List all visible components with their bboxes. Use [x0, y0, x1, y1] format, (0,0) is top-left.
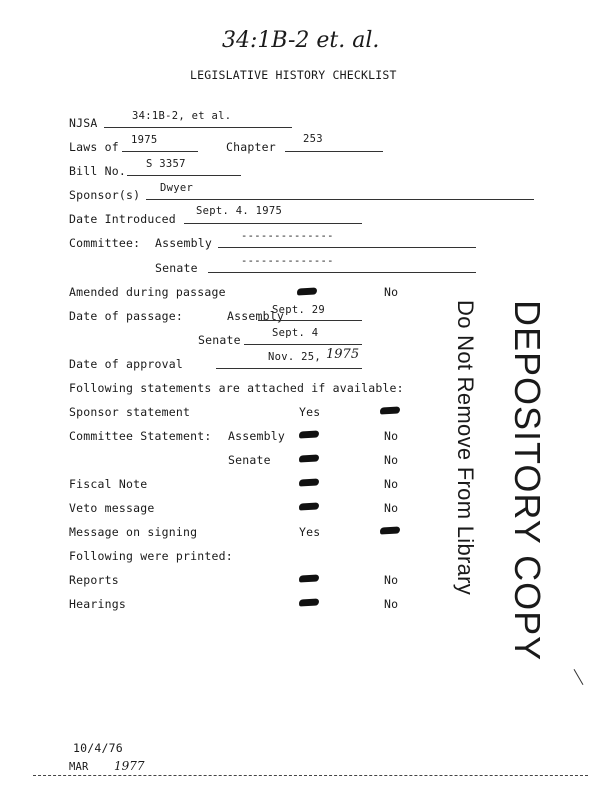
- reports-no: No: [384, 573, 399, 587]
- committee-assembly-value: --------------: [241, 230, 334, 242]
- veto-label: Veto message: [69, 501, 155, 515]
- redaction-mark: [299, 454, 319, 462]
- redaction-mark: [380, 526, 400, 534]
- committee-statement-senate-no: No: [384, 453, 399, 467]
- passage-senate-underline: [244, 344, 362, 345]
- bill-value: S 3357: [146, 158, 186, 170]
- statements-heading: Following statements are attached if available:: [69, 381, 404, 395]
- date-passage-label: Date of passage:: [69, 309, 183, 323]
- fiscal-note-label: Fiscal Note: [69, 477, 148, 491]
- committee-statement-assembly-label: Assembly: [228, 429, 285, 443]
- chapter-label: Chapter: [226, 140, 276, 154]
- committee-statement-senate-label: Senate: [228, 453, 271, 467]
- approval-value: Nov. 25,: [268, 351, 321, 363]
- stamp-line-1: DEPOSITORY COPY: [507, 300, 548, 662]
- signing-label: Message on signing: [69, 525, 198, 539]
- committee-senate-label: Senate: [155, 261, 198, 275]
- stamp-line-2: Do Not Remove From Library: [453, 300, 478, 596]
- sponsor-statement-label: Sponsor statement: [69, 405, 191, 419]
- date-introduced-underline: [184, 223, 362, 224]
- redaction-mark: [299, 502, 319, 510]
- committee-senate-underline: [208, 272, 476, 273]
- sponsor-underline: [146, 199, 534, 200]
- hearings-label: Hearings: [69, 597, 126, 611]
- handwritten-title: 34:1B-2 et. al.: [222, 28, 380, 53]
- chapter-value: 253: [303, 133, 323, 145]
- committee-assembly-underline: [218, 247, 476, 248]
- laws-underline: [122, 151, 198, 152]
- reports-label: Reports: [69, 573, 119, 587]
- amended-label: Amended during passage: [69, 285, 226, 299]
- page-title: LEGISLATIVE HISTORY CHECKLIST: [190, 68, 397, 82]
- laws-value: 1975: [131, 134, 158, 146]
- njsa-label: NJSA: [69, 116, 98, 130]
- committee-statement-label: Committee Statement:: [69, 429, 212, 443]
- date-introduced-value: Sept. 4. 1975: [196, 205, 283, 217]
- redaction-mark: [380, 406, 400, 414]
- amended-no: No: [384, 285, 399, 299]
- chapter-underline: [285, 151, 383, 152]
- redaction-mark: [299, 478, 319, 486]
- footer-date: 10/4/76: [73, 741, 123, 755]
- approval-year-handwritten: 1975: [326, 347, 360, 362]
- committee-senate-value: --------------: [241, 255, 334, 267]
- signing-yes: Yes: [299, 525, 321, 539]
- sponsor-value: Dwyer: [160, 182, 194, 194]
- committee-assembly-label: Assembly: [155, 236, 212, 250]
- njsa-underline: [104, 127, 292, 128]
- passage-senate-value: Sept. 4: [272, 327, 319, 339]
- footer-year: 1977: [114, 759, 145, 773]
- redaction-mark: [299, 430, 319, 438]
- depository-stamp: [438, 300, 588, 662]
- fiscal-note-no: No: [384, 477, 399, 491]
- sponsor-statement-yes: Yes: [299, 405, 321, 419]
- bill-underline: [127, 175, 241, 176]
- veto-no: No: [384, 501, 399, 515]
- committee-label: Committee:: [69, 236, 141, 250]
- redaction-mark: [299, 598, 319, 606]
- njsa-value: 34:1B-2, et al.: [132, 110, 232, 122]
- laws-label: Laws of: [69, 140, 119, 154]
- passage-senate-label: Senate: [198, 333, 241, 347]
- redaction-mark: [299, 574, 319, 582]
- passage-assembly-value: Sept. 29: [272, 304, 325, 316]
- date-introduced-label: Date Introduced: [69, 212, 176, 226]
- passage-assembly-underline: [258, 320, 362, 321]
- footer-dashed-line: [33, 775, 588, 776]
- bill-label: Bill No.: [69, 164, 126, 178]
- printed-heading: Following were printed:: [69, 549, 233, 563]
- committee-statement-assembly-no: No: [384, 429, 399, 443]
- sponsor-label: Sponsor(s): [69, 188, 141, 202]
- passage-assembly-label: Assembly: [227, 309, 284, 323]
- redaction-mark: [297, 287, 317, 295]
- hearings-no: No: [384, 597, 399, 611]
- approval-underline: [216, 368, 362, 369]
- footer-month: MAR: [69, 761, 89, 773]
- approval-label: Date of approval: [69, 357, 183, 371]
- stray-mark: [574, 669, 584, 685]
